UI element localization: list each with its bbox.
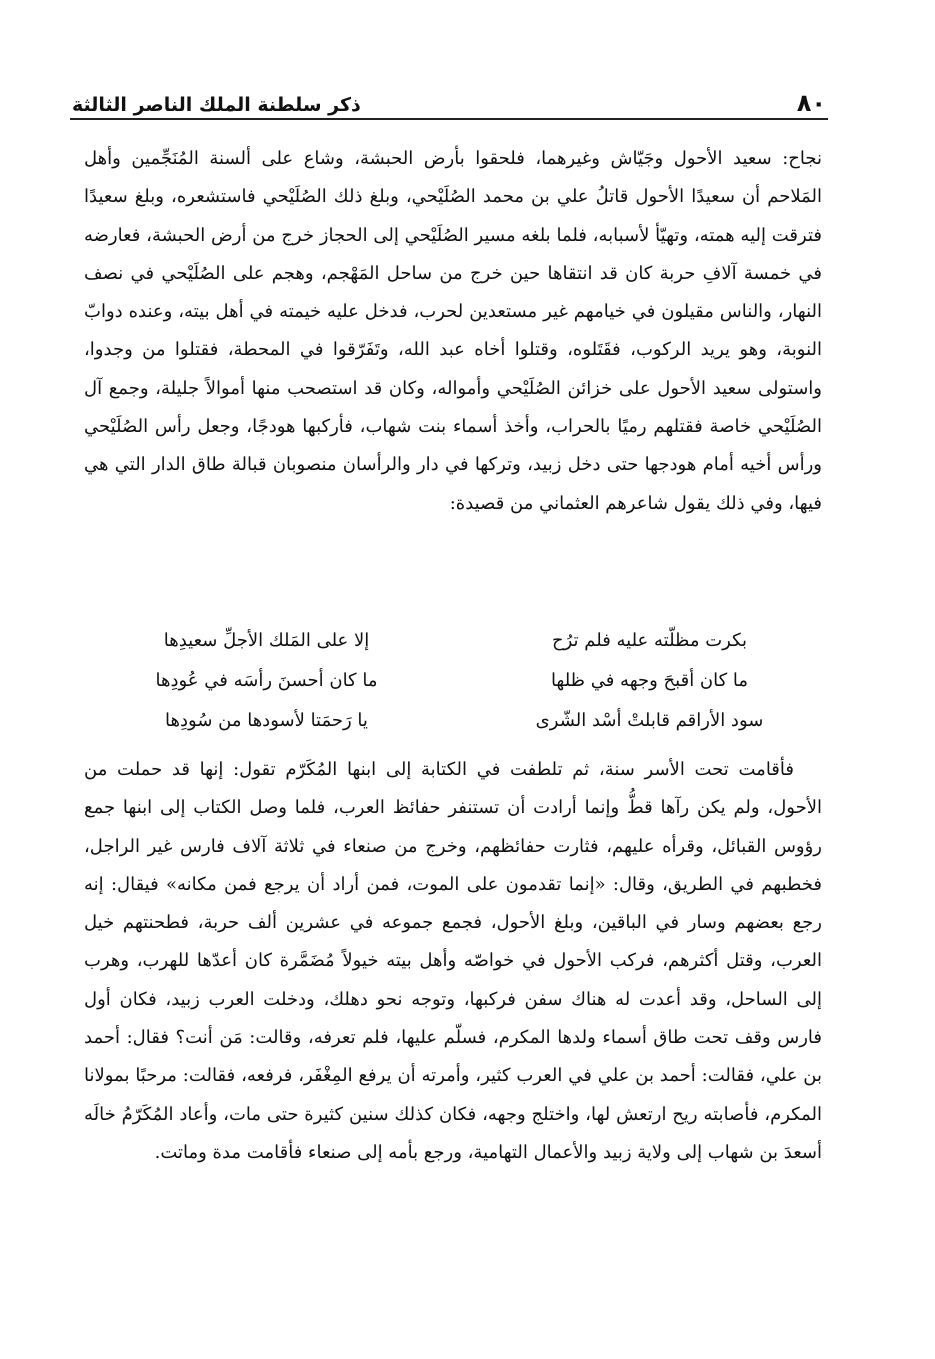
running-title: ذكر سلطنة الملك الناصر الثالثة [72, 94, 361, 116]
poem-first-hemistich: بكرت مظلّته عليه فلم ترُح [551, 629, 748, 651]
poem-second-hemistich: يا رَحمَتا لأسودها من سُودِها [165, 709, 368, 731]
main-text-lower [84, 751, 822, 1172]
poem-first-hemistich: ما كان أقبحَ وجهه في ظلها [550, 669, 749, 691]
page-header [70, 86, 828, 120]
poem-verse [94, 660, 822, 700]
main-text-upper [84, 140, 822, 523]
body-paragraph: نجاح: سعيد الأحول وجَيّاش وغيرهما، فلحقوا بأرض الحبشة، وشاع على ألسنة المُنَجِّمين وأهل المَلاحم أن سعيدًا الأحول قاتلُ علي بن محمد الصُلَيْحي، وبلغ ذلك الصُلَيْحي فاستشعره، وبلغ سعيدًا فترقت إليه همته، وتهيّأ لأسبابه، فلما بلغه مسير الصُلَيْحي إلى الحجاز خرج من أرض الحبشة، فعارضه في خمسة آلافِ حربة كان قد انتقاها حين خرج من ساحل المَهْجم، وهجم على الصُلَيْحي في نصف النهار، والناس مقيلون في خيامهم غير مستعدين لحرب، فدخل عليه خيمته في أهل بيته، وعنده دوابّ النوبة، وهو يريد الركوب، فقَتَلوه، وقتلوا أخاه عبد الله، وتَفَرّقوا في المحطة، فقتلوا من وجدوا، واستولى سعيد الأحول على خزائن الصُلَيْحي وأمواله، وكان قد استصحب منها أموالاً جليلة، وجمع آل الصُلَيْحي خاصة فقتلهم رميًا بالحراب، وأخذ أسماء بنت شهاب، فأركبها هودجًا، وجعل رأس الصُلَيْحي ورأس أخيه أمام هودجها حتى دخل زبيد، وتركها في دار والرأسان منصوبان قبالة طاق الدار التي هي فيها، وفي ذلك يقول شاعرهم العثماني من قصيدة: [84, 148, 822, 514]
poem-second-hemistich: إلا على المَلك الأجلِّ سعيدِها [163, 629, 370, 651]
body-paragraph: فأقامت تحت الأسر سنة، ثم تلطفت في الكتابة إلى ابنها المُكَرّم تقول: إنها قد حملت من الأحول، ولم يكن رآها قطُّ وإنما أرادت أن تستنفر حفائظ العرب، فلما وصل الكتاب إلى ابنها جمع رؤوس القبائل، وقرأه عليهم، فثارت حفائظهم، وخرج من صنعاء في ثلاثة آلاف فارس غير الراجل، فخطبهم في الطريق، وقال: «إنما تقدمون على الموت، فمن أراد أن يرجع فمن مكانه» فيقال: إنه رجع بعضهم وسار في الباقين، وبلغ الأحول، فجمع جموعه في عشرين ألف حربة، فطحنتهم خيل العرب، وقتل أكثرهم، فركب الأحول في خواصّه وأهل بيته خيولاً مُضَمَّرة كان أعدّها للهرب، وهرب إلى الساحل، وقد أعدت له هناك سفن فركبها، وتوجه نحو دهلك، ودخلت العرب زبيد، فكان أول فارس وقف تحت طاق أسماء ولدها المكرم، فسلّم عليها، فلم تعرفه، وقالت: مَن أنت؟ فقال: أحمد بن علي، فقالت: أحمد بن علي في العرب كثير، وأمرته أن يرفع المِغْفَر، فرفعه، فقالت: مرحبًا بمولانا المكرم، فأصابته ريح ارتعش لها، واختلج وجهه، فكان كذلك سنين كثيرة حتى مات، وأعاد المُكَرّمُ خالَه أسعدَ بن شهاب إلى ولاية زبيد والأعمال التهامية، ورجع بأمه إلى صنعاء فأقامت مدة وماتت. [84, 759, 822, 1163]
poem-verses [94, 620, 822, 740]
page-number: ٨٠ [796, 89, 826, 117]
poem-verse [94, 620, 822, 660]
poem-verse [94, 700, 822, 740]
poem-second-hemistich: ما كان أحسنَ رأسَه في عُودِها [155, 669, 378, 691]
poem-first-hemistich: سود الأراقم قابلتْ أسْد الشّرى [535, 709, 764, 731]
